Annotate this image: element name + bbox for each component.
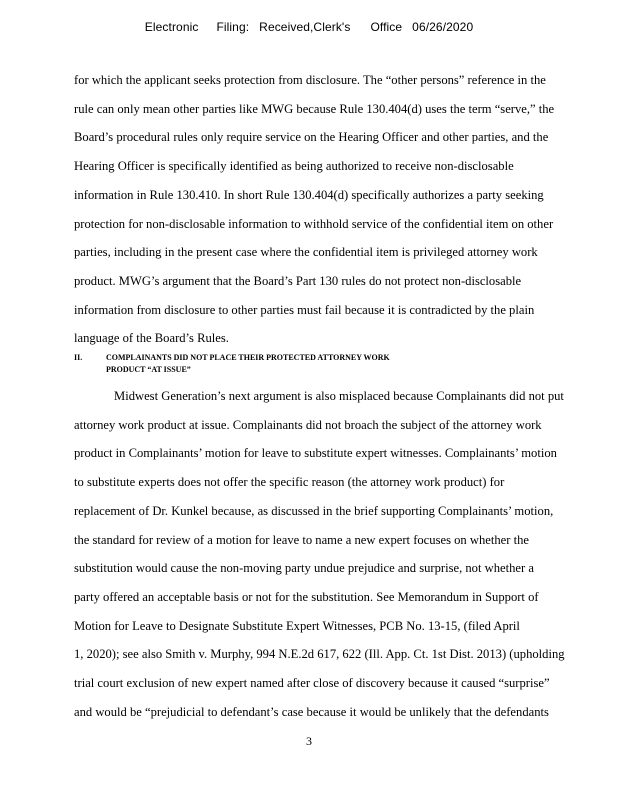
text-line: party offered an acceptable basis or not for the substitution. See Memorandum in Support of [74,589,539,604]
text-line: to substitute experts does not offer the specific reason (the attorney work product) for [74,475,505,490]
text-line: replacement of Dr. Kunkel because, as discussed in the brief supporting Complainants’ motion, [74,503,554,518]
section-title-line: COMPLAINANTS DID NOT PLACE THEIR PROTECTED ATTORNEY WORK [105,352,390,362]
paragraph-continuation [74,66,594,353]
header-filing: Filing: [216,20,250,34]
text-line: trial court exclusion of new expert named after close of discovery because it caused “surprise” [74,676,550,691]
text-line: protection for non-disclosable information to withhold service of the confidential item on other [74,216,554,231]
header-date: 06/26/2020 [412,20,474,34]
text-line: rule can only mean other parties like MWG because Rule 130.404(d) uses the term “serve,” the [74,101,555,116]
text-line: Midwest Generation’s next argument is also misplaced because Complainants did not put [114,389,564,403]
text-line: substitution would cause the non-moving party undue prejudice and surprise, not whether a [74,561,534,576]
page-number: 3 [306,734,312,748]
text-line: information from disclosure to other parties must fail because it is contradicted by the plain [74,302,535,317]
text-line: Hearing Officer is specifically identified as being authorized to receive non-disclosable [74,159,514,174]
filing-stamp-header [0,20,618,34]
section-title [106,351,390,375]
header-received: Received,Clerk's [259,20,351,34]
header-electronic: Electronic [144,20,199,34]
paragraph-argument [74,382,594,726]
text-line: 1, 2020); see also Smith v. Murphy, 994 N.E.2d 617, 622 (Ill. App. Ct. 1st Dist. 2013) (upholding [74,647,565,662]
text-line: attorney work product at issue. Complainants did not broach the subject of the attorney work [74,417,542,432]
text-line: product. MWG’s argument that the Board’s Part 130 rules do not protect non-disclosable [74,273,522,288]
text-line: Motion for Leave to Designate Substitute Expert Witnesses, PCB No. 13-15, (filed April [74,618,520,633]
text-line: information in Rule 130.410. In short Rule 130.404(d) specifically authorizes a party seeking [74,187,544,202]
text-line: for which the applicant seeks protection from disclosure. The “other persons” reference in the [74,73,546,87]
text-line: parties, including in the present case where the confidential item is privileged attorney work [74,245,538,260]
text-line: product in Complainants’ motion for leave to substitute expert witnesses. Complainants’ motion [74,446,557,461]
section-title-line: PRODUCT “AT ISSUE” [105,364,191,374]
text-line: Board’s procedural rules only require service on the Hearing Officer and other parties, and the [74,130,549,145]
text-line: language of the Board’s Rules. [74,331,229,346]
text-line: and would be “prejudicial to defendant’s case because it would be unlikely that the defendants [74,704,549,719]
text-line: the standard for review of a motion for leave to name a new expert focuses on whether the [74,532,529,547]
section-number: II. [74,352,83,362]
header-office: Office [370,20,403,34]
